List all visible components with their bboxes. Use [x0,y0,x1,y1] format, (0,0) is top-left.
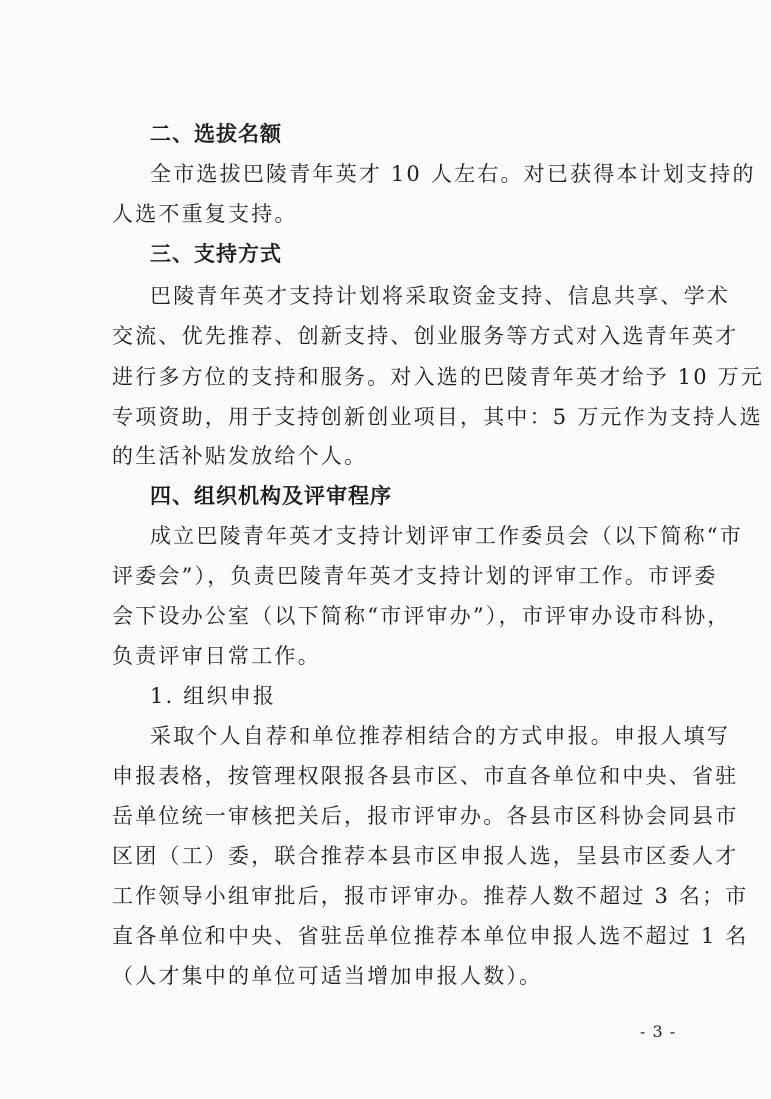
paragraph-line: 的生活补贴发放给个人。 [112,444,368,468]
paragraph-line: 工作领导小组审批后，报市评审办。推荐人数不超过 3 名；市 [112,884,749,908]
paragraph-line: 巴陵青年英才支持计划将采取资金支持、信息共享、学术 [150,284,730,308]
paragraph-line: 会下设办公室（以下简称“市评审办”），市评审办设市科协， [112,604,731,628]
paragraph-line: 成立巴陵青年英才支持计划评审工作委员会（以下简称“市 [150,524,743,548]
paragraph-line: 全市选拔巴陵青年英才 10 人左右。对已获得本计划支持的 [150,162,756,186]
paragraph-line: 采取个人自荐和单位推荐相结合的方式申报。申报人填写 [150,724,730,748]
paragraph-line: 负责评审日常工作。 [112,644,321,668]
page-number: - 3 - [640,1022,677,1041]
paragraph-line: 人选不重复支持。 [112,202,298,226]
paragraph-line: （人才集中的单位可适当增加申报人数）。 [112,964,543,988]
section-heading-support: 三、支持方式 [150,242,282,266]
paragraph-line: 专项资助，用于支持创新创业项目，其中：5 万元作为支持人选 [112,405,763,429]
section-heading-quota: 二、选拔名额 [150,122,282,146]
paragraph-line: 岳单位统一审核把关后，报市评审办。各县市区科协会同县市 [112,804,739,828]
paragraph-line: 区团（工）委，联合推荐本县市区申报人选，呈县市区委人才 [112,844,739,868]
paragraph-line: 评委会”），负责巴陵青年英才支持计划的评审工作。市评委 [112,564,718,588]
paragraph-line: 进行多方位的支持和服务。对入选的巴陵青年英才给予 10 万元 [112,365,765,389]
paragraph-line: 申报表格，按管理权限报各县市区、市直各单位和中央、省驻 [112,764,739,788]
paragraph-line: 直各单位和中央、省驻岳单位推荐本单位申报人选不超过 1 名 [112,924,749,948]
section-heading-organization: 四、组织机构及评审程序 [150,484,392,508]
subsection-heading-application: 1. 组织申报 [150,684,277,708]
paragraph-line: 交流、优先推荐、创新支持、创业服务等方式对入选青年英才 [112,324,739,348]
